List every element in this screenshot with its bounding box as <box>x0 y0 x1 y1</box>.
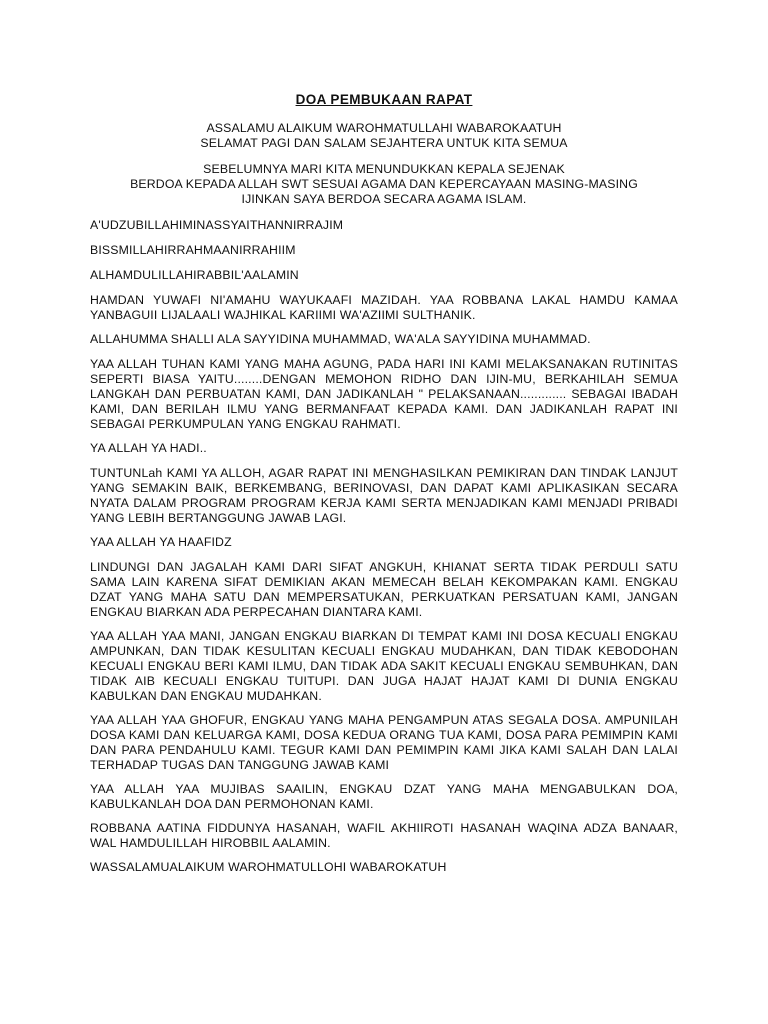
prayer-paragraph: YAA ALLAH YA HAAFIDZ <box>90 535 232 549</box>
prayer-paragraph: ALHAMDULILLAHIRABBIL'AALAMIN <box>90 268 299 282</box>
greeting-line: SELAMAT PAGI DAN SALAM SEJAHTERA UNTUK KITA SEMUA <box>200 136 568 150</box>
prayer-paragraph: HAMDAN YUWAFI NI'AMAHU WAYUKAAFI MAZIDAH. YAA ROBBANA LAKAL HAMDU KAMAA YANBAGUII LIJALAALI WAJHIKAL KARIIMI WA'AZIIMI SULTHANIK. <box>90 293 678 322</box>
document-title: DOA PEMBUKAAN RAPAT <box>295 92 473 107</box>
prayer-paragraph: TUNTUNLah KAMI YA ALLOH, AGAR RAPAT INI MENGHASILKAN PEMIKIRAN DAN TINDAK LANJUT YANG SEMAKIN BAIK, BERKEMBANG, BERINOVASI, DAN DAPAT KAMI APLIKASIKAN SECARA NYATA DALAM PROGRAM PROGRAM KERJA KAMI SERTA MENJADIKAN KAMI MENJADI PRIBADI YANG LEBIH BERTANGGUNG JAWAB LAGI. <box>90 466 678 525</box>
prayer-paragraph: YAA ALLAH TUHAN KAMI YANG MAHA AGUNG, PADA HARI INI KAMI MELAKSANAKAN RUTINITAS SEPERTI BIASA YAITU........DENGAN MEMOHON RIDHO DAN IJIN-MU, BERKAHILAH SEMUA LANGKAH DAN PERBUATAN KAMI, DAN JADIKANLAH " PELAKSANAAN............. SEBAGAI IBADAH KAMI, DAN BERILAH ILMU YANG BERMANFAAT KEPADA KAMI. DAN JADIKANLAH RAPAT INI SEBAGAI PERKUMPULAN YANG ENGKAU RAHMATI. <box>90 357 678 431</box>
greeting-block <box>90 121 678 151</box>
invitation-line: IJINKAN SAYA BERDOA SECARA AGAMA ISLAM. <box>241 192 527 206</box>
prayer-paragraph: YAA ALLAH YAA MUJIBAS SAAILIN, ENGKAU DZAT YANG MAHA MENGABULKAN DOA, KABULKANLAH DOA DAN PERMOHONAN KAMI. <box>90 782 678 811</box>
invitation-line: SEBELUMNYA MARI KITA MENUNDUKKAN KEPALA SEJENAK <box>203 162 565 176</box>
prayer-paragraph: YAA ALLAH YAA MANI, JANGAN ENGKAU BIARKAN DI TEMPAT KAMI INI DOSA KECUALI ENGKAU AMPUNKAN, DAN TIDAK KESULITAN KECUALI ENGKAU MUDAHKAN, DAN TIDAK KEBODOHAN KECUALI ENGKAU BERI KAMI ILMU, DAN TIDAK ADA SAKIT KECUALI ENGKAU SEMBUHKAN, DAN TIDAK AIB KECUALI ENGKAU TUITUPI. DAN JUGA HAJAT HAJAT KAMI DI DUNIA ENGKAU KABULKAN DAN ENGKAU MUDAHKAN. <box>90 629 678 703</box>
prayer-paragraph: YA ALLAH YA HADI.. <box>90 441 207 455</box>
prayer-paragraph: ROBBANA AATINA FIDDUNYA HASANAH, WAFIL AKHIIROTI HASANAH WAQINA ADZA BANAAR, WAL HAMDULILLAH HIROBBIL AALAMIN. <box>90 821 678 850</box>
invitation-line: BERDOA KEPADA ALLAH SWT SESUAI AGAMA DAN KEPERCAYAAN MASING-MASING <box>130 177 638 191</box>
prayer-paragraph: LINDUNGI DAN JAGALAH KAMI DARI SIFAT ANGKUH, KHIANAT SERTA TIDAK PERDULI SATU SAMA LAIN KARENA SIFAT DEMIKIAN AKAN MEMECAH BELAH KEKOMPAKAN KAMI. ENGKAU DZAT YANG MAHA SATU DAN MEMPERSATUKAN, PERKUATKAN PERSATUAN KAMI, JANGAN ENGKAU BIARKAN ADA PERPECAHAN DIANTARA KAMI. <box>90 560 678 619</box>
greeting-line: ASSALAMU ALAIKUM WAROHMATULLAHI WABAROKAATUH <box>206 121 562 135</box>
prayer-paragraph: BISSMILLAHIRRAHMAANIRRAHIIM <box>90 243 296 257</box>
prayer-paragraph: ALLAHUMMA SHALLI ALA SAYYIDINA MUHAMMAD, WA'ALA SAYYIDINA MUHAMMAD. <box>90 332 591 346</box>
closing-salutation: WASSALAMUALAIKUM WAROHMATULLOHI WABAROKATUH <box>90 860 447 874</box>
document-page <box>90 92 678 885</box>
prayer-paragraph: YAA ALLAH YAA GHOFUR, ENGKAU YANG MAHA PENGAMPUN ATAS SEGALA DOSA. AMPUNILAH DOSA KAMI DAN KELUARGA KAMI, DOSA KEDUA ORANG TUA KAMI, DOSA PARA PEMIMPIN KAMI DAN PARA PENDAHULU KAMI. TEGUR KAMI DAN PEMIMPIN KAMI JIKA KAMI SALAH DAN LALAI TERHADAP TUGAS DAN TANGGUNG JAWAB KAMI <box>90 713 678 772</box>
prayer-paragraph: A'UDZUBILLAHIMINASSYAITHANNIRRAJIM <box>90 218 344 232</box>
invitation-block <box>90 162 678 207</box>
